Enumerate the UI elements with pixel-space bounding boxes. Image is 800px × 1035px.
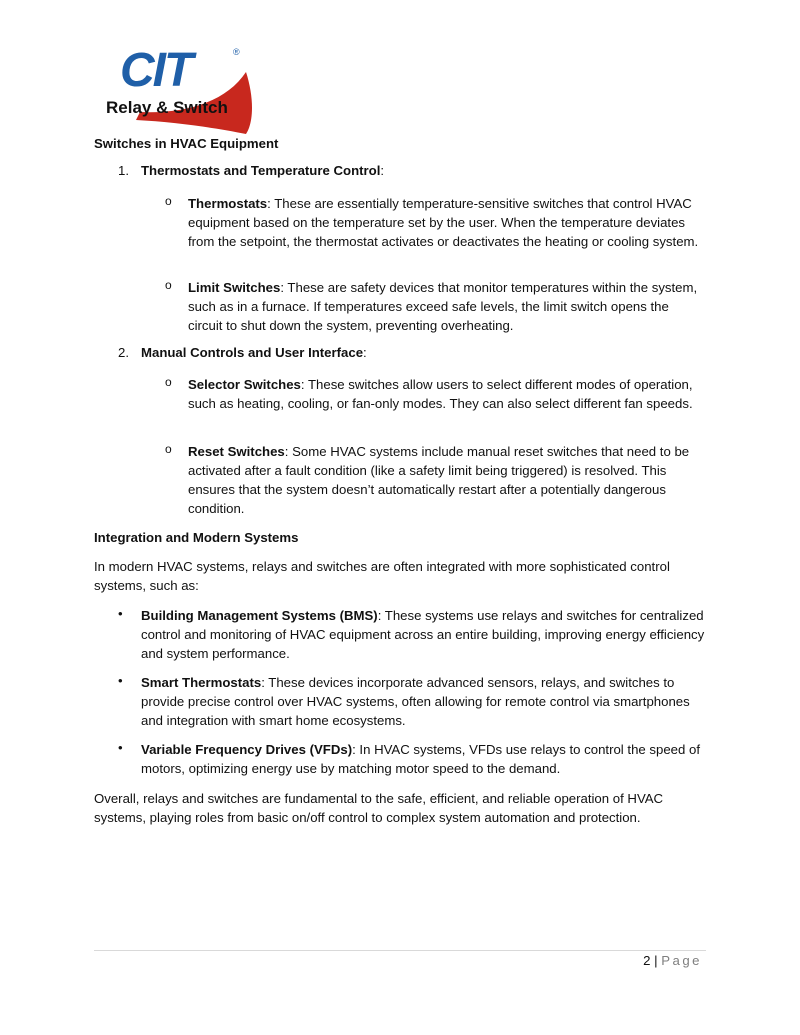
section-heading-switches: Switches in HVAC Equipment [94,136,279,151]
sub-item-text: : These are safety devices that monitor temperatures within the system, such as in a furnace. If temperatures exceed safe levels, the limit switch opens the circuit to shut down the system, preventing overheating. [188,280,698,333]
item-title: Manual Controls and User Interface [141,345,364,360]
sub-item-marker: o [165,278,172,292]
bullet-term: Variable Frequency Drives (VFDs) [141,742,353,757]
company-logo [96,42,256,136]
logo-subtitle: Relay & Switch [106,98,228,117]
item-number: 2. [118,345,129,360]
bullet-term: Smart Thermostats [141,675,262,690]
bullet-text: : These devices incorporate advanced sensors, relays, and switches to provide precise control over HVAC systems, often allowing for remote control via smartphones and integration with smart home ecosystems. [141,675,690,728]
footer-separator: | [650,953,662,968]
bullet-text: : These systems use relays and switches for centralized control and monitoring of HVAC equipment across an entire building, improving energy efficiency and system performance. [141,608,705,661]
logo-registered-mark: ® [233,47,240,57]
sub-item-marker: o [165,194,172,208]
bullet-term: Building Management Systems (BMS) [141,608,378,623]
page-footer [643,953,702,968]
sub-item-marker: o [165,442,172,456]
cit-logo-graphic [96,42,256,136]
sub-item-term: Selector Switches [188,377,301,392]
sub-item-term: Reset Switches [188,444,285,459]
bullet-marker: • [118,606,123,621]
conclusion-paragraph: Overall, relays and switches are fundamental to the safe, efficient, and reliable operation of HVAC systems, playing roles from basic on/off control to complex system automation and protection. [94,791,664,825]
bullet-marker: • [118,673,123,688]
item-number: 1. [118,163,129,178]
item-title: Thermostats and Temperature Control [141,163,381,178]
sub-item-marker: o [165,375,172,389]
page-number: 2 [643,953,651,968]
section-heading-integration: Integration and Modern Systems [94,530,299,545]
sub-item-text: : These are essentially temperature-sensitive switches that control HVAC equipment based on the temperature set by the user. When the temperature deviates from the setpoint, the thermostat activates or deactivates the heating or cooling system. [188,196,699,249]
sub-item-text: : These switches allow users to select different modes of operation, such as heating, cooling, or fan-only modes. They can also select different fan speeds. [188,377,693,411]
bullet-marker: • [118,740,123,755]
logo-brand: CIT [120,44,192,97]
sub-item-term: Thermostats [188,196,268,211]
page-label: Page [661,953,702,968]
sub-item-text: : Some HVAC systems include manual reset switches that need to be activated after a fault condition (like a safety limit being triggered) is resolved. This ensures that the system doesn’t automatically restart after a potentially dangerous condition. [188,444,690,516]
sub-item-term: Limit Switches [188,280,281,295]
bullet-text: : In HVAC systems, VFDs use relays to control the speed of motors, optimizing energy use by matching motor speed to the demand. [141,742,700,776]
intro-paragraph: In modern HVAC systems, relays and switches are often integrated with more sophisticated control systems, such as: [94,559,670,593]
footer-divider [94,950,706,951]
